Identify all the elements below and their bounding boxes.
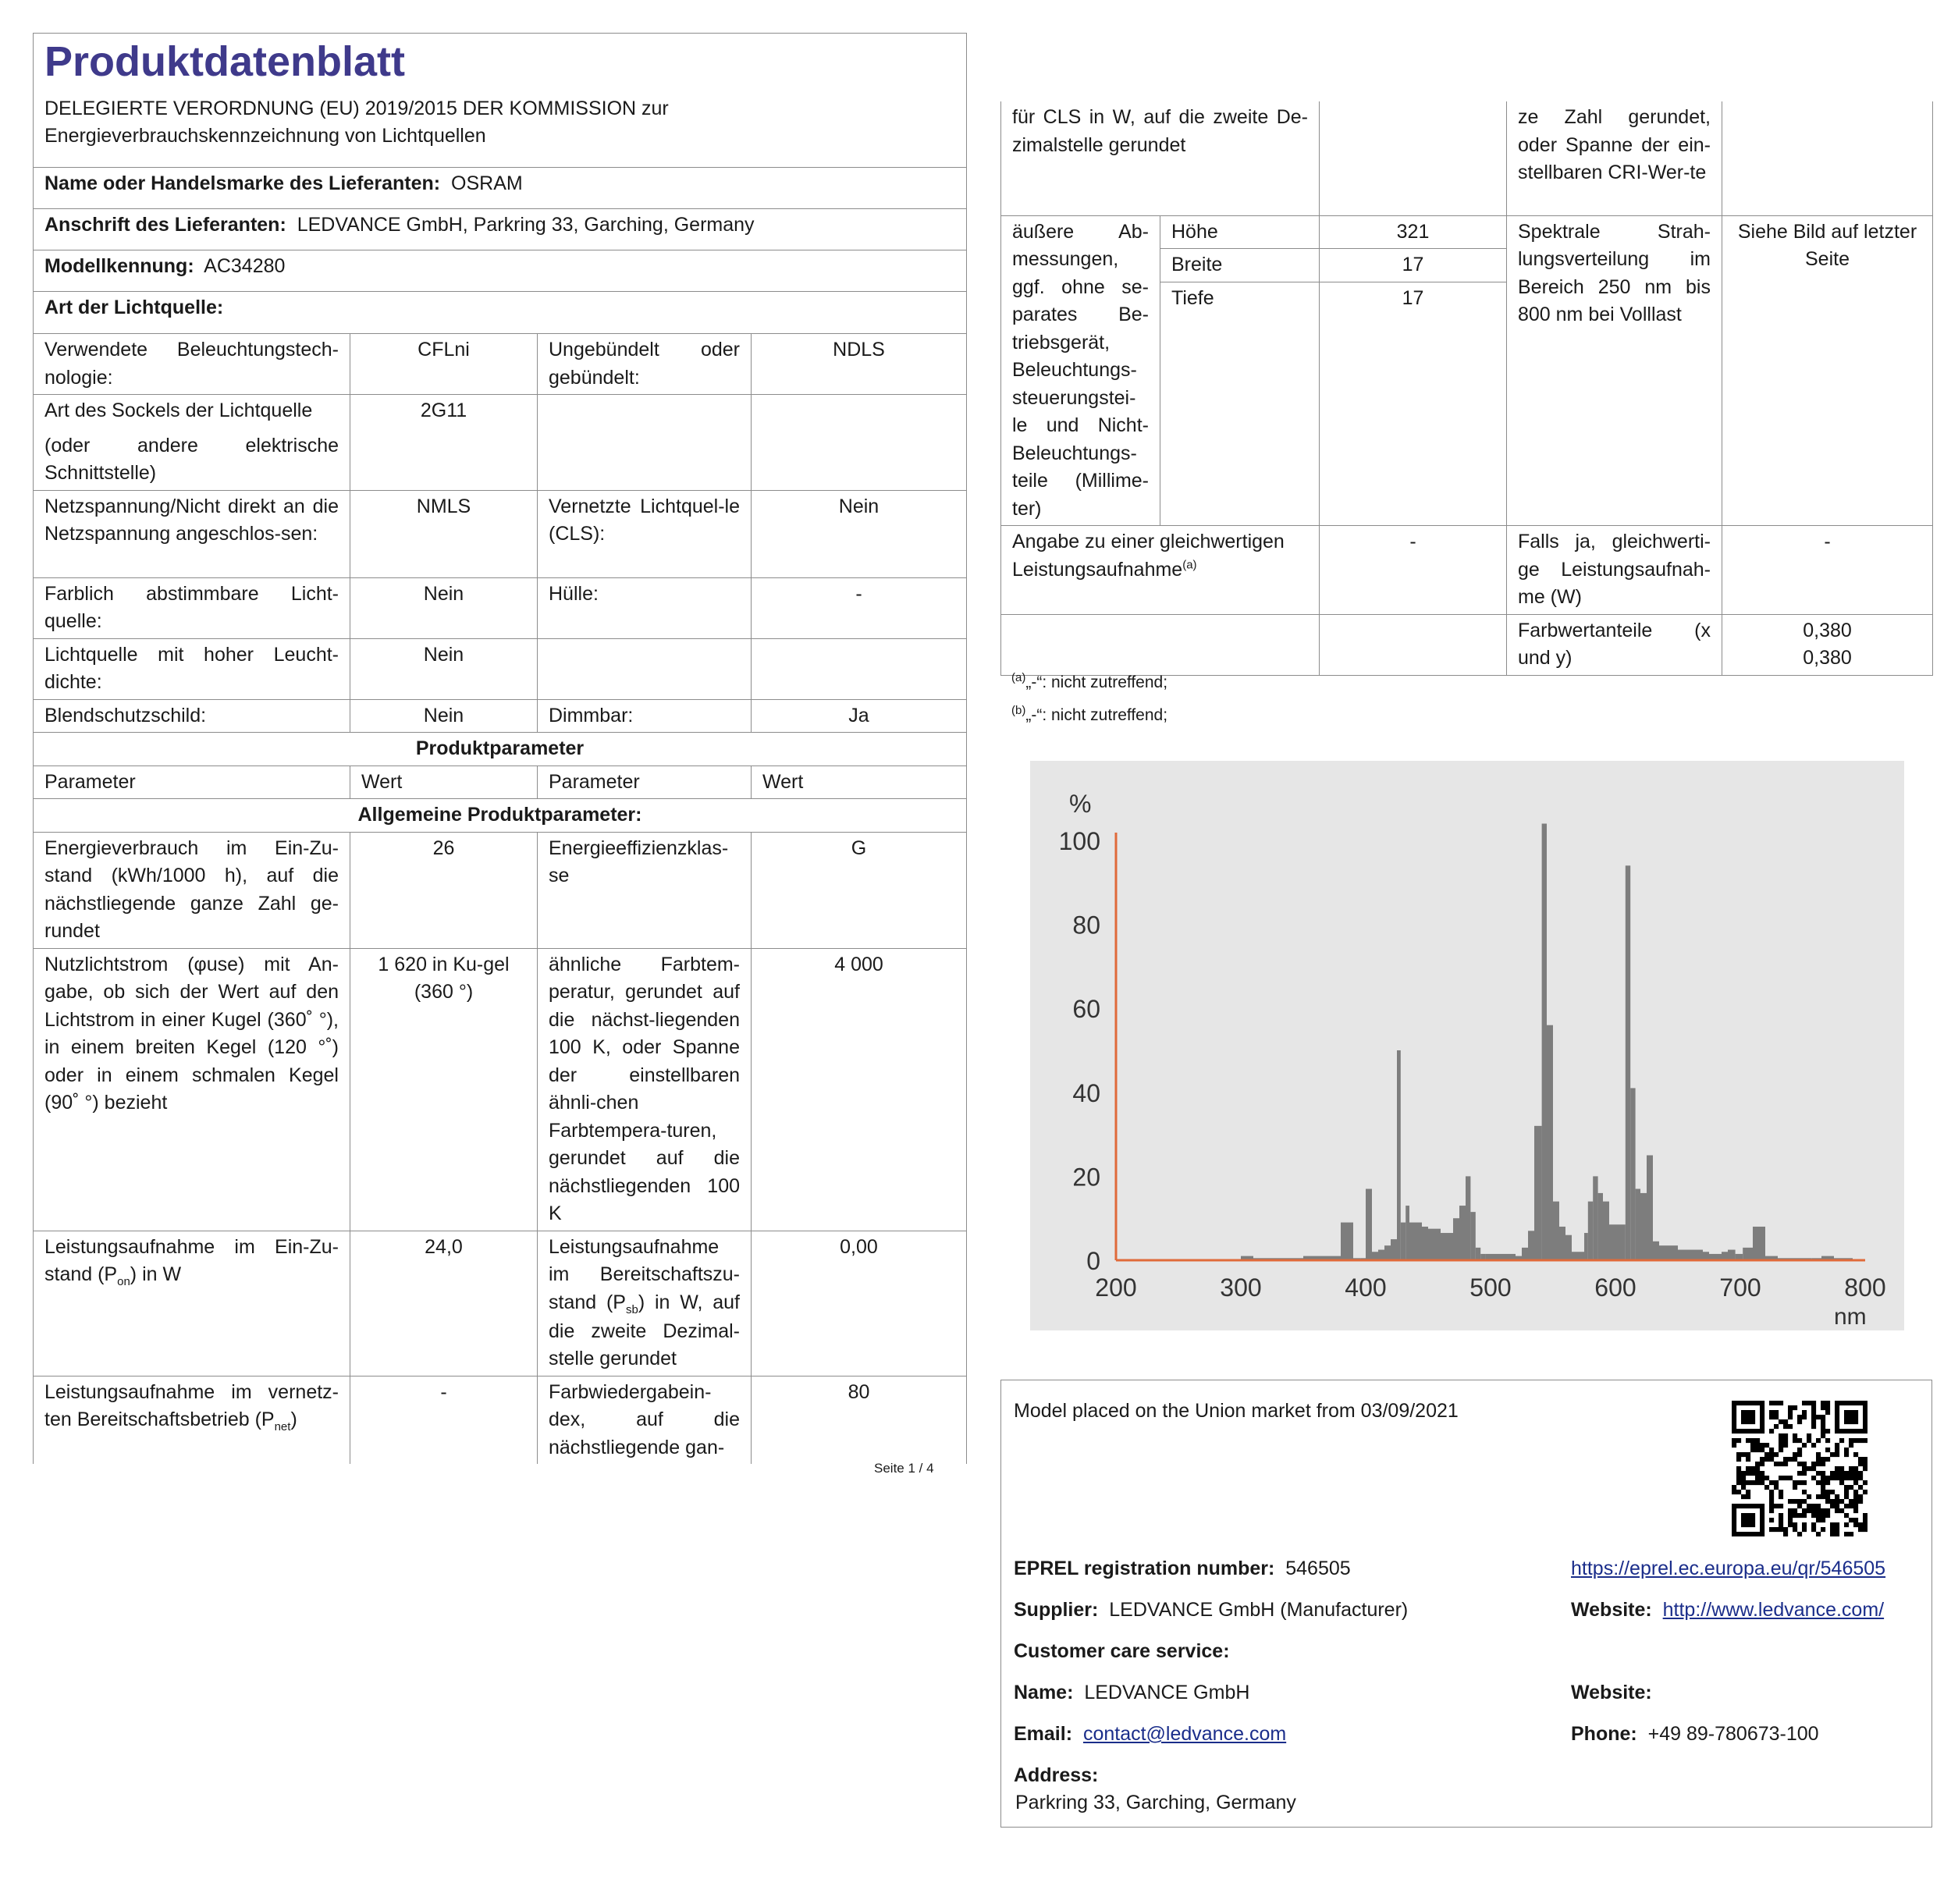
cap-label-line1: Art des Sockels der Lichtquelle [44,400,313,421]
tunable-label: Farblich abstimmbare Licht-quelle: [34,577,350,638]
spectrum-bar [1428,1229,1434,1260]
spectrum-bar [1522,1248,1528,1260]
spectrum-bar [1397,1050,1401,1260]
bundled-label: Ungebündelt oder gebündelt: [538,334,752,395]
x-tick-label: 500 [1469,1273,1512,1302]
luminous-flux-value: 1 620 in Ku-gel (360 °) [350,948,538,1231]
width-value: 17 [1320,249,1507,282]
general-parameters-heading: Allgemeine Produktparameter: [34,799,967,833]
col-header-parameter: Parameter [34,766,350,799]
networked-standby-value: - [350,1376,538,1464]
empty-cell [1320,101,1507,215]
width-label: Breite [1160,249,1320,282]
page-number: Seite 1 / 4 [874,1461,934,1476]
glare-value: Nein [350,699,538,733]
x-tick-label: 800 [1844,1273,1886,1302]
spectrum-bar [1626,865,1630,1260]
page-title: Produktdatenblatt [44,38,406,85]
dimensions-label: äußere Ab-messungen, ggf. ohne se-parates Be-triebsgerät, Beleuchtungs-steuerungstei-le und Nicht-Beleuchtungs-teile (Millime-ter) [1001,215,1160,526]
care-website-row: Website: [1571,1682,1652,1703]
spectrum-bar [1547,1025,1553,1260]
spectrum-bar [1653,1242,1659,1260]
mains-value: NMLS [350,490,538,577]
depth-value: 17 [1320,282,1507,525]
cct-label: ähnliche Farbtem-peratur, gerundet auf die nächst-liegenden 100 K, oder Spanne der einstellbaren ähnli-chen Farbtempera-turen, gerundet auf die nächstliegenden 100 K [538,948,752,1231]
power-on-label: Leistungsaufnahme im Ein-Zu-stand $(P_{on})$ in W [34,1231,350,1376]
empty-cell [1722,101,1933,215]
spectrum-bar [1453,1218,1459,1260]
empty-cell [752,395,967,491]
x-tick-label: 400 [1345,1273,1387,1302]
standby-power-value: 0,00 [752,1231,967,1376]
mains-label: Netzspannung/Nicht direkt an die Netzspannung angeschlos-sen: [34,490,350,577]
spectrum-bar [1603,1202,1609,1260]
spectrum-bar [1441,1233,1447,1260]
tech-label: Verwendete Beleuchtungstech-nologie: [34,334,350,395]
supplier-name-value: OSRAM [451,172,523,194]
spectrum-bar [1406,1206,1409,1260]
light-source-type-label: Art der Lichtquelle: [44,297,224,318]
spectrum-bar [1578,1252,1584,1260]
spectrum-bar [1528,1231,1534,1260]
equivalent-power-label: Angabe zu einer gleichwertigen Leistungsaufnahme$^{(a)}$ [1001,526,1320,615]
x-tick-label: 600 [1594,1273,1636,1302]
spectrum-bar [1384,1245,1391,1260]
spectrum-bar [1542,823,1547,1260]
x-tick-label: 300 [1220,1273,1262,1302]
empty-cell [1320,614,1507,675]
address-heading: Address: [1014,1764,1099,1786]
spectrum-bar [1391,1239,1397,1260]
depth-label: Tiefe [1160,282,1320,525]
spectrum-bar [1447,1233,1453,1260]
regulation-text: DELEGIERTE VERORDNUNG (EU) 2019/2015 DER KOMMISSION zur Energieverbrauchskennzeichnung von Lichtquellen [44,97,669,147]
spectrum-bar [1728,1250,1736,1260]
glare-label: Blendschutzschild: [34,699,350,733]
bundled-value: NDLS [752,334,967,395]
equivalent-power-watt-value: - [1722,526,1933,615]
spectrum-bar [1598,1193,1603,1260]
cap-value: 2G11 [350,395,538,491]
cri-label: Farbwiedergabein-dex, auf die nächstliegende gan- [538,1376,752,1464]
spectrum-bar [1697,1250,1703,1260]
y-tick-label: 80 [1072,911,1100,940]
supplier-name-label: Name oder Handelsmarke des Lieferanten: [44,172,441,194]
empty-cell [752,638,967,699]
empty-cell [538,638,752,699]
spectral-distribution-value: Siehe Bild auf letzter Seite [1722,215,1933,526]
spectrum-bar [1588,1202,1593,1260]
spectrum-bar [1565,1235,1572,1260]
cri-label-continued: ze Zahl gerundet, oder Spanne der ein-stellbaren CRI-Wer-te [1507,101,1722,215]
website-row: Website: http://www.ledvance.com/ [1571,1599,1885,1621]
y-tick-label: 20 [1072,1163,1100,1192]
energy-class-label: Energieeffizienzklas-se [538,832,752,948]
spectrum-bar [1743,1248,1753,1260]
chromaticity-value [1722,614,1933,675]
power-on-value: 24,0 [350,1231,538,1376]
networked-standby-label: Leistungsaufnahme im vernetz-ten Bereitschaftsbetrieb $(P_{net})$ [34,1376,350,1464]
chromaticity-x: 0,380 [1803,619,1852,641]
model-label: Modellkennung: [44,255,194,277]
spectrum-bar [1690,1250,1697,1260]
spectrum-bar [1584,1233,1588,1260]
equivalent-power-watt-label: Falls ja, gleichwerti-ge Leistungsaufnah-me (W) [1507,526,1722,615]
footnote-a: $^{(a)}$„-“: nicht zutreffend; [1011,671,1168,691]
spectrum-bar [1366,1189,1372,1260]
spectrum-bar [1422,1227,1428,1260]
spectrum-bar [1665,1245,1672,1260]
supplier-row: Supplier: LEDVANCE GmbH (Manufacturer) [1014,1599,1409,1621]
spectrum-bar [1636,1189,1640,1260]
address-value: Parkring 33, Garching, Germany [1015,1792,1296,1813]
supplier-name-row [34,168,967,209]
tunable-value: Nein [350,577,538,638]
spectrum-bar [1470,1212,1475,1260]
cap-label [34,395,350,491]
envelope-label: Hülle: [538,577,752,638]
eprel-info-box [1000,1380,1932,1828]
supplier-address-row [34,209,967,250]
title-cell [34,34,967,168]
standby-power-label: Leistungsaufnahme im Bereitschaftszu-stand $(P_{sb})$ in W, auf die zweite Dezimal-stelle gerundet [538,1231,752,1376]
spectrum-bar [1372,1252,1378,1260]
empty-cell [1001,614,1320,675]
dimmable-value: Ja [752,699,967,733]
footnote-b: $^{(b)}$„-“: nicht zutreffend; [1011,704,1168,724]
spectrum-bar [1409,1223,1416,1260]
x-tick-label: 700 [1719,1273,1761,1302]
y-tick-label: 60 [1072,995,1100,1024]
spectrum-bar [1572,1252,1578,1260]
connected-label: Vernetzte Lichtquel-le (CLS): [538,490,752,577]
spectrum-bar [1703,1252,1709,1260]
spectrum-bar [1534,1126,1542,1260]
model-row [34,250,967,292]
spectrum-bar [1684,1250,1690,1260]
energy-consumption-label: Energieverbrauch im Ein-Zu-stand (kWh/1000 h), auf die nächstliegende ganze Zahl ge-rundet [34,832,350,948]
spectrum-bar [1722,1252,1728,1260]
spectrum-bar [1416,1223,1422,1260]
light-source-type-row [34,292,967,334]
luminous-flux-label: Nutzlichtstrom (φuse) mit An-gabe, ob sich der Wert auf den Lichtstrom in einer Kugel (360˚ °), in einem breiten Kegel (120 °˚) oder in einem schmalen Kegel (90˚ °) bezieht [34,948,350,1231]
phone-row: Phone: +49 89-780673-100 [1571,1723,1819,1745]
height-value: 321 [1320,215,1507,249]
col-header-value: Wert [350,766,538,799]
col-header-parameter: Parameter [538,766,752,799]
spectrum-bar [1559,1227,1565,1260]
y-tick-label: 0 [1086,1247,1100,1275]
x-axis-label: nm [1834,1304,1867,1330]
spectrum-bar [1378,1250,1384,1260]
spectrum-bar [1609,1224,1615,1260]
cct-value: 4 000 [752,948,967,1231]
product-parameters-heading: Produktparameter [34,733,967,766]
height-label: Höhe [1160,215,1320,249]
customer-care-heading: Customer care service: [1014,1640,1230,1662]
energy-class-value: G [752,832,967,948]
equivalent-power-value: - [1320,526,1507,615]
high-luminance-label: Lichtquelle mit hoher Leucht-dichte: [34,638,350,699]
networked-standby-continued: für CLS in W, auf die zweite De-zimalstelle gerundet [1001,101,1320,215]
spectrum-bar [1615,1224,1622,1260]
spectrum-bar [1647,1156,1653,1261]
spectrum-bar [1341,1223,1353,1260]
spectrum-bar [1622,1224,1626,1260]
dimmable-label: Dimmbar: [538,699,752,733]
col-header-value: Wert [752,766,967,799]
y-tick-label: 40 [1072,1078,1100,1107]
spectrum-bar [1466,1176,1470,1260]
continuation-table [1000,101,1933,676]
spectrum-bar [1640,1193,1647,1260]
supplier-address-label: Anschrift des Lieferanten: [44,214,286,236]
spectrum-bar [1459,1206,1466,1260]
spectrum-bar [1434,1229,1441,1260]
qr-code-icon[interactable] [1732,1401,1867,1536]
empty-cell [538,395,752,491]
product-data-table [33,33,967,1464]
chromaticity-y: 0,380 [1803,647,1852,669]
spectral-distribution-chart [1030,761,1904,1330]
cri-value: 80 [752,1376,967,1464]
spectrum-bar [1476,1248,1480,1260]
eprel-link[interactable]: https://eprel.ec.europa.eu/qr/546505 [1571,1558,1886,1579]
email-row: Email: contact@ledvance.com [1014,1723,1287,1745]
supplier-address-value: LEDVANCE GmbH, Parkring 33, Garching, Germany [297,214,755,236]
spectral-distribution-label: Spektrale Strah-lungsverteilung im Bereich 250 nm bis 800 nm bei Volllast [1507,215,1722,526]
spectrum-bar [1630,1088,1635,1260]
website-link[interactable]: http://www.ledvance.com/ [1662,1599,1885,1621]
chromaticity-label: Farbwertanteile (x und y) [1507,614,1722,675]
tech-value: CFLni [350,334,538,395]
care-name-row: Name: LEDVANCE GmbH [1014,1682,1250,1703]
spectrum-bar [1593,1176,1597,1260]
eprel-row: EPREL registration number: 546505 [1014,1558,1351,1579]
energy-consumption-value: 26 [350,832,538,948]
spectrum-bar [1672,1245,1678,1260]
spectrum-bar [1753,1227,1765,1260]
connected-value: Nein [752,490,967,577]
envelope-value: - [752,577,967,638]
cap-label-line2: (oder andere elektrische Schnittstelle) [44,434,339,484]
spectrum-bar [1678,1250,1684,1260]
x-tick-label: 200 [1095,1273,1137,1302]
model-value: AC34280 [204,255,286,277]
spectrum-bar [1553,1202,1559,1260]
spectrum-bar [1401,1223,1406,1260]
spectrum-bar [1659,1245,1665,1260]
market-text: Model placed on the Union market from 03/09/2021 [1014,1400,1459,1422]
email-link[interactable]: contact@ledvance.com [1082,1723,1287,1745]
y-axis-label: % [1069,790,1092,818]
y-tick-label: 100 [1058,827,1100,855]
high-luminance-value: Nein [350,638,538,699]
